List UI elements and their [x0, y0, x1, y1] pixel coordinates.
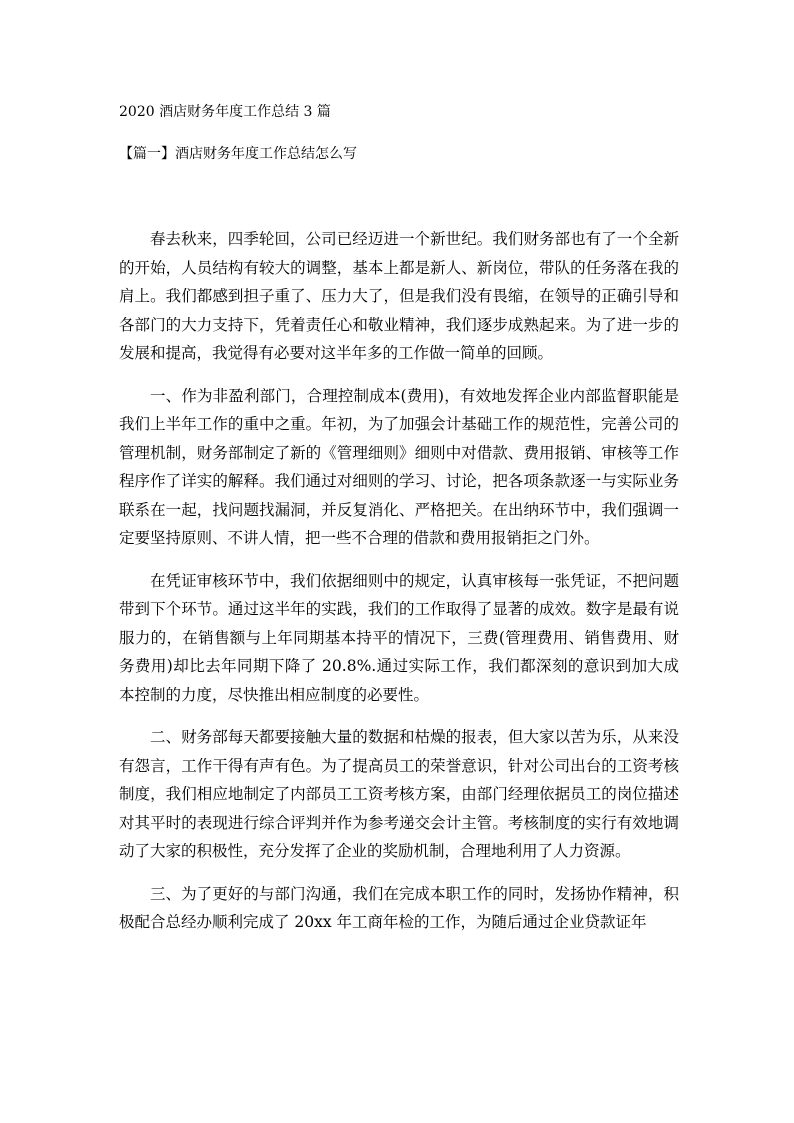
- document-body: [119, 225, 679, 951]
- paragraph-staff-assessment: 二、财务部每天都要接触大量的数据和枯燥的报表，但大家以苦为乐，从来没有怨言，工作干得有声有色。为了提高员工的荣誉意识，针对公司出台的工资考核制度，我们相应地制定了内部员工工资考核方案，由部门经理依据员工的岗位描述对其平时的表现进行综合评判并作为参考递交会计主管。考核制度的实行有效地调动了大家的积极性，充分发挥了企业的奖励机制，合理地利用了人力资源。: [119, 728, 679, 860]
- section-title: 【篇一】酒店财务年度工作总结怎么写: [119, 146, 357, 162]
- paragraph-department-coordination: 三、为了更好的与部门沟通，我们在完成本职工作的同时，发扬协作精神，积极配合总经办顺利完成了 20xx 年工商年检的工作，为随后通过企业贷款证年: [119, 884, 679, 931]
- paragraph-cost-control: 一、作为非盈利部门，合理控制成本(费用)，有效地发挥企业内部监督职能是我们上半年工作的重中之重。年初，为了加强会计基础工作的规范性，完善公司的管理机制，财务部制定了新的《管理细则》细则中对借款、费用报销、审核等工作程序作了详实的解释。我们通过对细则的学习、讨论，把各项条款逐一与实际业务联系在一起，找问题找漏洞，并反复消化、严格把关。在出纳环节中，我们强调一定要坚持原则、不讲人情，把一些不合理的借款和费用报销拒之门外。: [119, 386, 679, 547]
- paragraph-intro: 春去秋来，四季轮回，公司已经迈进一个新世纪。我们财务部也有了一个全新的开始，人员结构有较大的调整，基本上都是新人、新岗位，带队的任务落在我的肩上。我们都感到担子重了、压力大了，但是我们没有畏缩，在领导的正确引导和各部门的大力支持下，凭着责任心和敬业精神，我们逐步成熟起来。为了进一步的发展和提高，我觉得有必要对这半年多的工作做一简单的回顾。: [119, 230, 679, 362]
- document-title: 2020 酒店财务年度工作总结 3 篇: [119, 104, 331, 120]
- paragraph-voucher-review: 在凭证审核环节中，我们依据细则中的规定，认真审核每一张凭证，不把问题带到下个环节。通过这半年的实践，我们的工作取得了显著的成效。数字是最有说服力的，在销售额与上年同期基本持平的情况下，三费(管理费用、销售费用、财务费用)却比去年同期下降了 20.8%.通过实际工作，我们都深刻的意识到加大成本控制的力度，尽快推出相应制度的必要性。: [119, 571, 679, 704]
